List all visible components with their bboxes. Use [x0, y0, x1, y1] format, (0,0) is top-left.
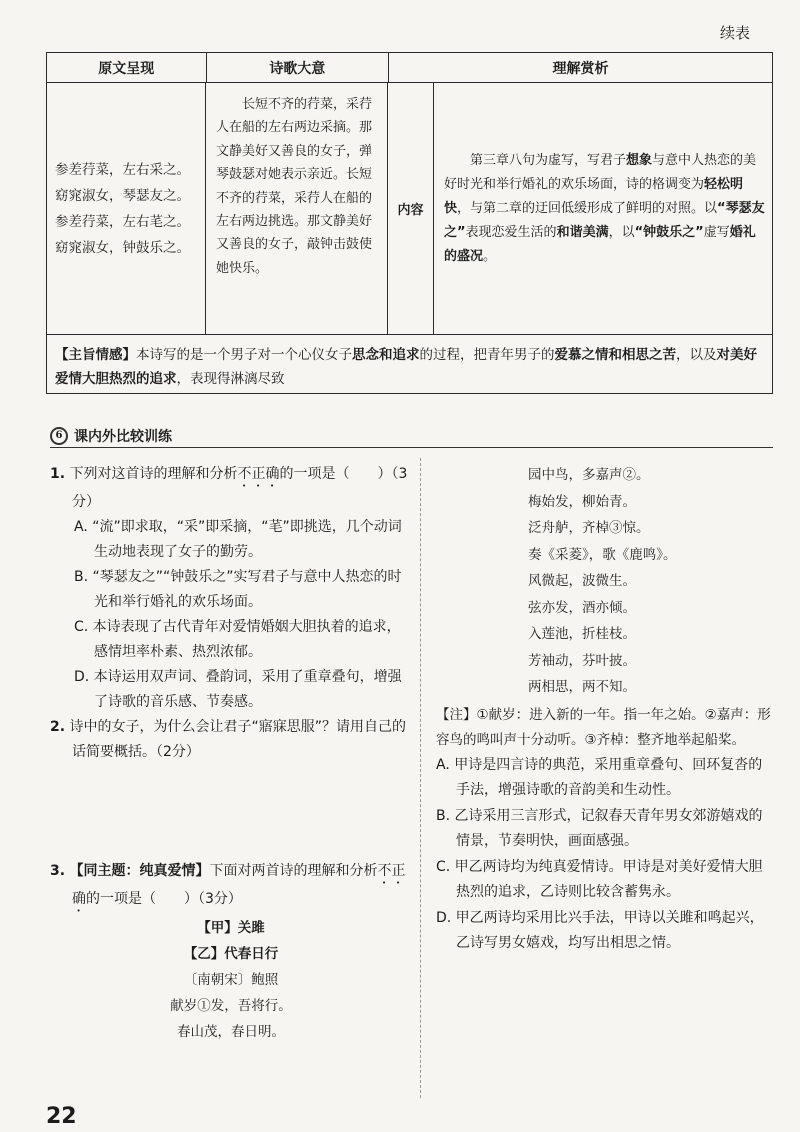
analysis-keyword: “钟鼓乐之” [634, 224, 704, 240]
meaning-cell: 长短不齐的荇菜，采荇人在船的左右两边采摘。那文静美好又善良的女子，弹琴鼓瑟对她表示亲近。长短不齐的荇菜，采荇人在船的左右两边挑选。那文静美好又善良的女子，敲钟击鼓使她快乐。 [206, 83, 388, 334]
poem-notes: 【注】①献岁：进入新的一年。指一年之始。②嘉声：形容鸟的鸣叫声十分动听。③齐棹：整齐地举起船桨。 [436, 706, 771, 748]
column-divider [420, 458, 421, 1098]
analysis-segment: 表现恋爱生活的 [465, 224, 557, 240]
answer-space[interactable] [50, 765, 412, 847]
poem-line: 梅始发，柳始青。 [528, 493, 636, 510]
analysis-keyword: 想象 [626, 152, 653, 168]
analysis-cell [388, 83, 772, 334]
right-column [436, 462, 776, 957]
analysis-segment: 。 [483, 248, 497, 264]
header-meaning: 诗歌大意 [207, 53, 390, 82]
section-header [50, 424, 773, 448]
poem-b-author: 〔南朝宋〕鲍照 [183, 972, 279, 988]
question-number: 1. [50, 466, 66, 482]
original-line: 参差荇菜，左右芼之。 [55, 213, 190, 230]
question-3 [50, 859, 412, 1045]
poem-line: 泛舟舻，齐棹③惊。 [528, 520, 650, 536]
poem-line: 入莲池，折桂枝。 [528, 626, 636, 642]
section-title: 课内外比较训练 [74, 428, 172, 445]
stem-emphasis: 不正确 [72, 863, 406, 907]
poem-line: 两相思，两不知。 [528, 679, 636, 695]
analysis-keyword: “琴瑟友之” [444, 200, 765, 240]
theme-segment: ，以及 [676, 347, 717, 363]
analysis-keyword: 轻松明快 [444, 176, 744, 216]
poem-line: 园中鸟，多嘉声②。 [528, 467, 650, 483]
analysis-segment: ，与第二章的迂回低缓形成了鲜明的对照。以 [457, 200, 718, 216]
poem-line: 芳袖动，芬叶披。 [528, 652, 636, 669]
option-b[interactable]: B. “琴瑟友之”“钟鼓乐之”实写君子与意中人热恋的时光和举行婚礼的欢乐场面。 [74, 569, 402, 610]
question-number: 3. [50, 863, 66, 879]
poem-line: 奏《采菱》，歌《鹿鸣》。 [528, 546, 677, 563]
section-number-icon: 6 [50, 427, 68, 445]
option-d[interactable]: D. 本诗运用双声词、叠韵词，采用了重章叠句，增强了诗歌的音乐感、节奏感。 [74, 669, 402, 710]
analysis-text [434, 83, 772, 334]
theme-keyword: 对美好爱情大胆热烈的追求 [55, 347, 757, 387]
page-number: 22 [46, 1104, 77, 1129]
stem-text: 诗中的女子，为什么会让君子“寤寐思服”？请用自己的话简要概括。（2分） [69, 719, 407, 760]
option-b[interactable]: B. 乙诗采用三言形式，记叙春天青年男女郊游嬉戏的情景，节奏明快，画面感强。 [436, 807, 763, 849]
option-a[interactable]: A. “流”即求取，“采”即采摘，“芼”即挑选，几个动词生动地表现了女子的勤劳。 [74, 519, 402, 560]
header-original: 原文呈现 [47, 53, 207, 82]
left-column [50, 462, 412, 1045]
poem-line: 风微起，波微生。 [528, 573, 636, 589]
theme-keyword: 思念和追求 [352, 347, 420, 363]
original-line: 窈窕淑女，钟鼓乐之。 [55, 239, 190, 256]
poem-b-title: 【乙】代春日行 [183, 946, 279, 962]
stem-text: 下面对两首诗的理解和分析 [209, 863, 378, 879]
original-line: 参差荇菜，左右采之。 [55, 161, 190, 178]
analysis-keyword: 婚礼的盛况 [444, 224, 756, 264]
analysis-table [46, 52, 773, 394]
poem-a-title: 【甲】关雎 [197, 920, 265, 936]
question-3-stem [50, 859, 412, 915]
question-1 [50, 462, 412, 715]
theme-segment: 本诗写的是一个男子对一个心仪女子 [136, 347, 352, 363]
option-a[interactable]: A. 甲诗是四言诗的典范，采用重章叠句、回环复沓的手法，增强诗歌的音韵美和生动性。 [436, 756, 763, 798]
stem-text: 的一项是（ ）（3分） [86, 891, 242, 907]
theme-keyword: 爱慕之情和相思之苦 [554, 347, 676, 363]
poem-line: 春山茂，春日明。 [177, 1024, 285, 1040]
analysis-segment: 与意中人热恋的美好时光和举行婚礼的欢乐场面，诗的格调变为 [444, 152, 757, 192]
question-1-stem [50, 462, 412, 515]
option-c[interactable]: C. 甲乙两诗均为纯真爱情诗。甲诗是对美好爱情大胆热烈的追求，乙诗则比较含蓄隽永。 [436, 858, 763, 900]
analysis-segment: 第三章八句为虚写，写君子 [470, 152, 627, 168]
question-number: 2. [50, 719, 66, 735]
question-2 [50, 715, 412, 847]
poem-line: 弦亦发，酒亦倾。 [528, 599, 636, 616]
theme-row [47, 335, 772, 393]
stem-text: 的一项是（ ）（3分） [72, 466, 408, 510]
analysis-segment: 虚写 [703, 224, 730, 240]
theme-segment: 的过程，把青年男子的 [419, 347, 555, 363]
header-analysis: 理解赏析 [552, 60, 609, 77]
original-line: 窈窕淑女，琴瑟友之。 [55, 187, 190, 204]
analysis-keyword: 和谐美满 [556, 224, 609, 240]
table-header-row [47, 53, 772, 83]
option-c[interactable]: C. 本诗表现了古代青年对爱情婚姻大胆执着的追求，感情坦率朴素、热烈浓郁。 [74, 619, 401, 660]
analysis-label: 内容 [388, 83, 434, 334]
stem-emphasis: 不正确 [237, 466, 280, 482]
topic-tag: 【同主题：纯真爱情】 [69, 863, 210, 879]
continued-label: 续表 [719, 24, 750, 42]
option-d[interactable]: D. 甲乙两诗均采用比兴手法，甲诗以关雎和鸣起兴，乙诗写男女嬉戏，均写出相思之情。 [436, 909, 764, 951]
stem-text: 下列对这首诗的理解和分析 [69, 466, 238, 482]
table-body-row [47, 83, 772, 335]
poem-line: 献岁①发，吾将行。 [170, 998, 292, 1014]
theme-label: 【主旨情感】 [55, 347, 136, 363]
analysis-segment: ，以 [608, 224, 635, 240]
question-2-stem [50, 715, 412, 765]
theme-segment: ，表现得淋漓尽致 [176, 371, 285, 387]
original-text-cell [47, 83, 206, 334]
